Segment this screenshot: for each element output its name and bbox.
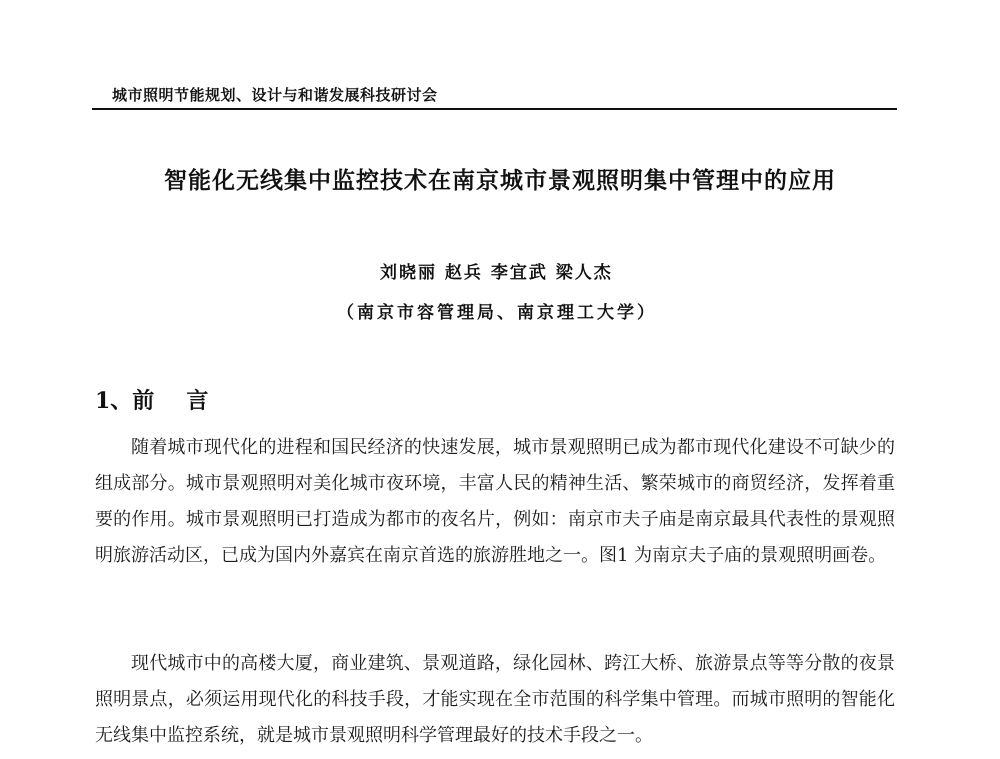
section-number: 1、前 <box>95 388 155 414</box>
body-paragraph: 随着城市现代化的进程和国民经济的快速发展，城市景观照明已成为都市现代化建设不可缺少的组成部分。城市景观照明对美化城市夜环境，丰富人民的精神生活、繁荣城市的商贸经济，发挥着重要的作用。城市景观照明已打造成为都市的夜名片，例如：南京市夫子庙是南京最具代表性的景观照明旅游活动区，已成为国内外嘉宾在南京首选的旅游胜地之一。图1 为南京夫子庙的景观照明画卷。 <box>95 437 895 566</box>
author-list: 刘晓丽 赵兵 李宜武 梁人杰 <box>380 263 613 283</box>
running-header <box>92 80 897 110</box>
section-word: 言 <box>186 388 209 414</box>
article-title: 智能化无线集中监控技术在南京城市景观照明集中管理中的应用 <box>164 168 836 194</box>
section-heading <box>95 384 208 415</box>
author-affiliation: （南京市容管理局、南京理工大学） <box>337 303 657 323</box>
conference-name: 城市照明节能规划、设计与和谐发展科技研讨会 <box>112 86 438 104</box>
body-paragraph: 现代城市中的高楼大厦，商业建筑、景观道路，绿化园林、跨江大桥、旅游景点等等分散的夜景照明景点，必须运用现代化的科技手段，才能实现在全市范围的科学集中管理。而城市照明的智能化无线集中监控系统，就是城市景观照明科学管理最好的技术手段之一。 <box>95 653 895 746</box>
